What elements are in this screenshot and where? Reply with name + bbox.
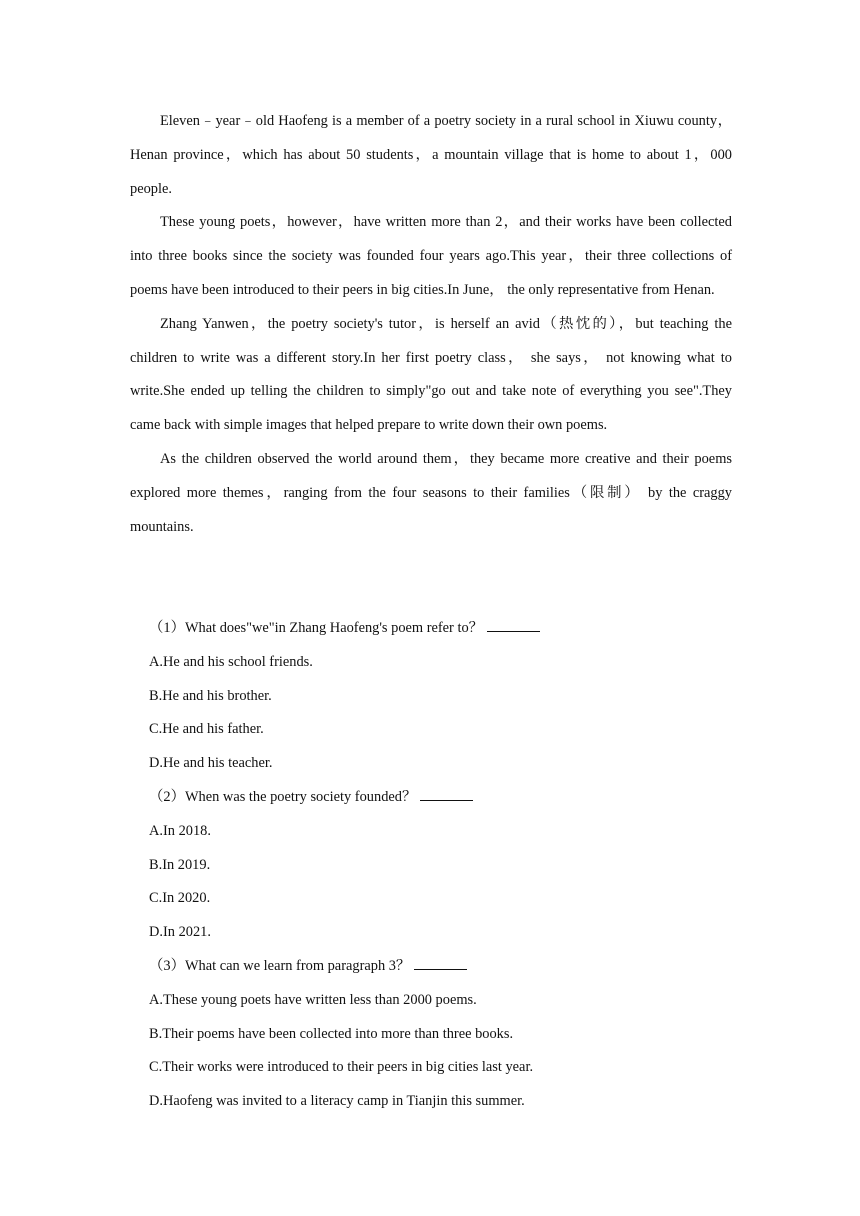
- question-1: [149, 612, 749, 781]
- question-list: [149, 612, 749, 1119]
- option-b: B.He and his brother.: [149, 687, 272, 704]
- option-a: A.In 2018.: [149, 822, 211, 839]
- question-stem-text: （1）What does"we"in Zhang Haofeng's poem refer to？: [149, 620, 484, 636]
- question-stem-text: （2）When was the poetry society founded？: [149, 788, 417, 805]
- option-b: B.Their poems have been collected into more than three books.: [149, 1025, 514, 1042]
- option-d: D.He and his teacher.: [149, 755, 273, 772]
- option-d: D.In 2021.: [149, 924, 211, 941]
- question-stem: [149, 612, 749, 646]
- option-c: C.Their works were introduced to their peers in big cities last year.: [149, 1059, 534, 1076]
- question-stem-text: （3）What can we learn from paragraph 3？: [149, 957, 411, 974]
- answer-blank: [414, 955, 467, 970]
- passage-paragraph-4: As the children observed the world around them，they became more creative and their poems explored more themes，ranging from the four seasons to their families（限制） by the craggy mountains.: [130, 450, 732, 535]
- option-a: A.He and his school friends.: [149, 653, 313, 670]
- question-stem: [149, 950, 749, 984]
- reading-passage: [130, 105, 732, 544]
- option-b: B.In 2019.: [149, 856, 211, 873]
- answer-blank: [420, 786, 473, 801]
- option-c: C.In 2020.: [149, 890, 211, 907]
- option-d: D.Haofeng was invited to a literacy camp in Tianjin this summer.: [149, 1093, 525, 1110]
- option-c: C.He and his father.: [149, 721, 264, 738]
- passage-paragraph-1: Eleven﹣year﹣old Haofeng is a member of a poetry society in a rural school in Xiuwu county，Henan province，which has about 50 students，a mountain village that is home to about 1，000 people.: [130, 113, 732, 197]
- option-a: A.These young poets have written less than 2000 poems.: [149, 991, 477, 1008]
- passage-paragraph-3: Zhang Yanwen，the poetry society's tutor，is herself an avid（热忱的），but teaching the children to write was a different story.In her first poetry class， she says， not knowing what to write.She ended up telling the children to simply"go out and take note of everything you see".They came back with simple images that helped prepare to write down their own poems.: [130, 315, 732, 434]
- passage-paragraph-2: These young poets，however，have written more than 2，and their works have been collected into three books since the society was founded four years ago.This year，their three collections of poems have been introduced to their peers in big cities.In June， the only representative from Henan.: [130, 214, 732, 298]
- answer-blank: [487, 617, 540, 632]
- question-stem: [149, 781, 749, 815]
- question-3: [149, 950, 749, 1119]
- question-2: [149, 781, 749, 950]
